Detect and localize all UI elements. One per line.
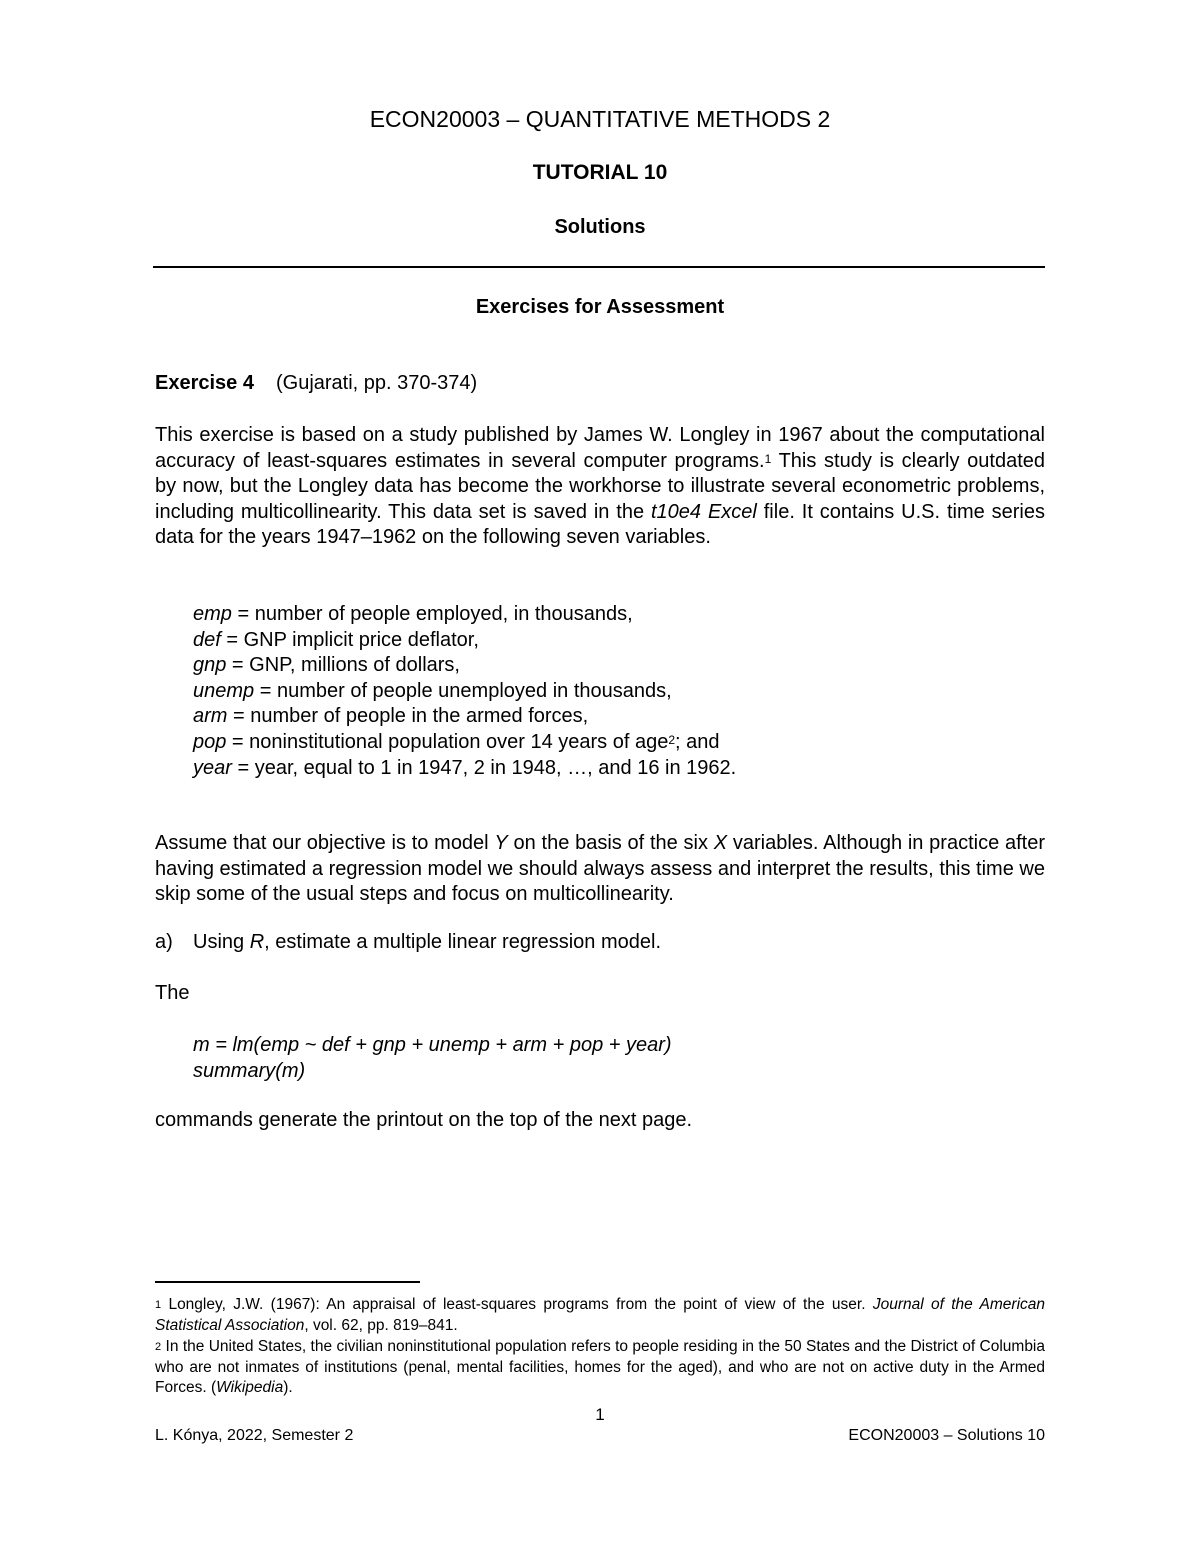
exercise-heading (155, 372, 477, 395)
intro-text-1: This exercise is based on a study published by James W. Longley in 1967 about the computational accuracy of least-squares estimates in several computer programs. (155, 424, 1045, 472)
footnote-tail: ). (283, 1379, 293, 1396)
variable-desc: = noninstitutional population over 14 years of age (226, 730, 669, 753)
footnote-ref-2: 2 (668, 732, 676, 747)
intro-paragraph (155, 423, 1045, 551)
part-a (155, 931, 661, 954)
footer-right: ECON20003 – Solutions 10 (848, 1427, 1045, 1444)
objective-text-2: on the basis of the six (507, 832, 714, 854)
variable-item (193, 628, 736, 654)
journal-name: Journal of the American Statistical Association (155, 1296, 1045, 1334)
commands-text: commands generate the printout on the top of the next page. (155, 1109, 693, 1131)
footnote-2 (155, 1337, 1045, 1399)
footnote-divider (155, 1281, 420, 1283)
variable-desc: = GNP, millions of dollars, (226, 654, 460, 677)
objective-text-1: Assume that our objective is to model (155, 832, 495, 854)
part-a-text-1: Using (193, 931, 250, 953)
source-name: Wikipedia (216, 1379, 284, 1396)
variable-desc: = year, equal to 1 in 1947, 2 in 1948, …, and 16 in 1962. (231, 756, 737, 779)
footer-left: L. Kónya, 2022, Semester 2 (155, 1427, 354, 1444)
header-divider (153, 266, 1045, 268)
code-line: m = lm(emp ~ def + gnp + unemp + arm + pop + year) (193, 1034, 672, 1056)
section-title: Exercises for Assessment (475, 296, 725, 318)
r-code-block (193, 1033, 672, 1084)
variable-name: arm (193, 705, 228, 728)
variable-name: gnp (193, 654, 227, 677)
variable-name: year (193, 756, 232, 779)
variable-desc: = GNP implicit price deflator, (220, 628, 479, 651)
exercise-label: Exercise 4 (155, 372, 254, 394)
variable-name: unemp (193, 679, 255, 702)
symbol-r: R (249, 931, 265, 953)
variable-desc: = number of people employed, in thousands, (231, 603, 633, 625)
objective-text-3: variables. Although in practice after having estimated a regression model we should always assess and interpret the results, this time we skip some of the usual steps and focus on multicollinearity. (155, 832, 1045, 906)
course-title: ECON20003 – QUANTITATIVE METHODS 2 (369, 106, 831, 132)
part-a-label: a) (155, 931, 173, 953)
part-a-text-2: , estimate a multiple linear regression model. (264, 931, 662, 953)
symbol-x: X (713, 832, 728, 854)
footnote-tail: , vol. 62, pp. 819–841. (304, 1316, 458, 1334)
exercise-reference: (Gujarati, pp. 370-374) (275, 372, 478, 394)
objective-paragraph (155, 831, 1045, 908)
variable-tail: ; and (675, 730, 720, 753)
variable-desc: = number of people unemployed in thousands, (254, 679, 672, 702)
variable-name: pop (193, 730, 227, 753)
variable-item (193, 704, 736, 730)
intro-text-3: file. It contains U.S. time series data for the years 1947–1962 on the following seven variables. (155, 500, 1045, 549)
tutorial-title: TUTORIAL 10 (532, 161, 668, 184)
footnote-number: 1 (155, 1299, 162, 1311)
file-name: t10e4 Excel (651, 500, 757, 523)
footnote-1 (155, 1295, 1045, 1336)
symbol-y: Y (494, 832, 508, 854)
page-number: 1 (595, 1405, 605, 1424)
footnote-text: In the United States, the civilian noninstitutional population refers to people residing in the 50 States and the District of Columbia who are not inmates of institutions (penal, mental facilities, homes for the aged), and who are not on active duty in the Armed Forces. ( (155, 1338, 1045, 1396)
footnote-text: Longley, J.W. (1967): An appraisal of least-squares programs from the point of view of the user. (161, 1296, 873, 1313)
variable-item (193, 730, 736, 756)
variable-name: emp (193, 603, 232, 625)
intro-text-2: This study is clearly outdated by now, but the Longley data has become the workhorse to illustrate several econometric problems, including multicollinearity. This data set is saved in the (155, 449, 1045, 523)
variable-item (193, 756, 736, 782)
subtitle: Solutions (554, 216, 646, 238)
code-line: summary(m) (193, 1059, 306, 1082)
variable-list (193, 602, 736, 781)
variable-item (193, 679, 736, 705)
variable-desc: = number of people in the armed forces, (227, 705, 589, 728)
footnote-ref-1: 1 (764, 451, 772, 466)
variable-item (193, 653, 736, 679)
variable-item (193, 602, 736, 628)
variable-name: def (193, 628, 221, 651)
footnote-number: 2 (155, 1341, 162, 1353)
the-word: The (155, 982, 190, 1004)
